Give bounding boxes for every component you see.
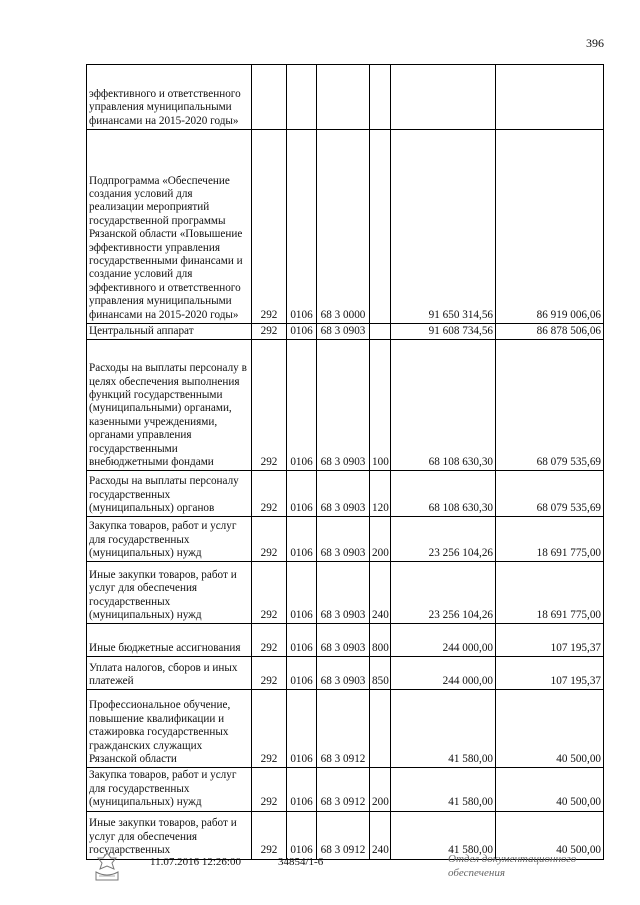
row-section: 0106	[287, 324, 317, 340]
row-target-article: 68 3 0903	[317, 657, 370, 690]
row-expense-type	[370, 324, 391, 340]
row-section: 0106	[287, 690, 317, 768]
row-section: 0106	[287, 130, 317, 324]
row-name: Центральный аппарат	[87, 324, 252, 340]
row-sum-executed: 18 691 775,00	[496, 517, 604, 562]
row-grbs: 292	[252, 324, 287, 340]
row-target-article: 68 3 0903	[317, 340, 370, 471]
budget-table	[86, 64, 604, 860]
table-row	[87, 340, 604, 471]
row-grbs: 292	[252, 130, 287, 324]
row-expense-type: 200	[370, 768, 391, 811]
row-sum-plan: 23 256 104,26	[391, 517, 496, 562]
emblem-icon	[90, 850, 124, 884]
row-expense-type: 800	[370, 624, 391, 657]
row-expense-type	[370, 690, 391, 768]
row-sum-executed	[496, 65, 604, 130]
row-name: Расходы на выплаты персоналу в целях обеспечения выполнения функций государственными (муниципальными) органами, казенными учреждениями, органами управления государственными внебюджетными фондами	[87, 340, 252, 471]
page-number: 396	[586, 36, 604, 50]
row-name: Профессиональное обучение, повышение квалификации и стажировка государственных гражданских служащих Рязанской области	[87, 690, 252, 768]
table-row	[87, 471, 604, 517]
row-sum-executed: 107 195,37	[496, 657, 604, 690]
row-sum-executed: 68 079 535,69	[496, 471, 604, 517]
budget-table-body	[87, 65, 604, 860]
row-target-article: 68 3 0912	[317, 811, 370, 859]
row-sum-plan: 41 580,00	[391, 768, 496, 811]
row-sum-plan: 41 580,00	[391, 811, 496, 859]
row-target-article: 68 3 0912	[317, 690, 370, 768]
row-name: Расходы на выплаты персоналу государственных (муниципальных) органов	[87, 471, 252, 517]
table-row	[87, 624, 604, 657]
row-grbs	[252, 65, 287, 130]
row-name: Закупка товаров, работ и услуг для государственных (муниципальных) нужд	[87, 768, 252, 811]
row-target-article: 68 3 0903	[317, 517, 370, 562]
row-target-article: 68 3 0903	[317, 624, 370, 657]
table-row	[87, 690, 604, 768]
row-sum-plan: 244 000,00	[391, 657, 496, 690]
row-sum-executed: 40 500,00	[496, 811, 604, 859]
row-name: Закупка товаров, работ и услуг для государственных (муниципальных) нужд	[87, 517, 252, 562]
row-grbs: 292	[252, 517, 287, 562]
row-grbs: 292	[252, 768, 287, 811]
row-sum-plan: 244 000,00	[391, 624, 496, 657]
row-expense-type: 240	[370, 811, 391, 859]
table-row	[87, 65, 604, 130]
row-expense-type: 850	[370, 657, 391, 690]
row-sum-plan	[391, 65, 496, 130]
table-row	[87, 657, 604, 690]
row-sum-executed: 40 500,00	[496, 690, 604, 768]
row-section	[287, 65, 317, 130]
row-grbs: 292	[252, 562, 287, 624]
row-sum-executed: 86 919 006,06	[496, 130, 604, 324]
row-sum-executed: 86 878 506,06	[496, 324, 604, 340]
row-grbs: 292	[252, 340, 287, 471]
row-name: эффективного и ответственного управления муниципальными финансами на 2015-2020 годы»	[87, 65, 252, 130]
row-expense-type: 100	[370, 340, 391, 471]
row-section: 0106	[287, 340, 317, 471]
table-row	[87, 130, 604, 324]
row-target-article: 68 3 0903	[317, 324, 370, 340]
row-expense-type: 240	[370, 562, 391, 624]
table-row	[87, 768, 604, 811]
row-expense-type: 200	[370, 517, 391, 562]
row-target-article: 68 3 0000	[317, 130, 370, 324]
row-section: 0106	[287, 471, 317, 517]
row-name: Уплата налогов, сборов и иных платежей	[87, 657, 252, 690]
row-section: 0106	[287, 768, 317, 811]
row-sum-executed: 40 500,00	[496, 768, 604, 811]
row-target-article: 68 3 0903	[317, 562, 370, 624]
row-sum-executed: 107 195,37	[496, 624, 604, 657]
row-grbs: 292	[252, 471, 287, 517]
row-sum-executed: 68 079 535,69	[496, 340, 604, 471]
row-grbs: 292	[252, 690, 287, 768]
row-section: 0106	[287, 562, 317, 624]
table-row	[87, 517, 604, 562]
row-section: 0106	[287, 517, 317, 562]
row-grbs: 292	[252, 624, 287, 657]
row-sum-executed: 18 691 775,00	[496, 562, 604, 624]
row-grbs: 292	[252, 811, 287, 859]
row-grbs: 292	[252, 657, 287, 690]
row-sum-plan: 41 580,00	[391, 690, 496, 768]
row-sum-plan: 91 650 314,56	[391, 130, 496, 324]
row-expense-type	[370, 130, 391, 324]
row-name: Подпрограмма «Обеспечение создания условий для реализации мероприятий государственной программы Рязанской области «Повышение эффективности управления государственными финансами и создание условий для эффективного и ответственного управления муниципальными финансами на 2015-2020 годы»	[87, 130, 252, 324]
footer-document-code: 34854/1-6	[278, 856, 324, 868]
footer-date: 11.07.2016 12:26:00	[150, 856, 241, 868]
footer-department-stamp: Отдел документационного обеспечения	[448, 853, 577, 879]
table-row	[87, 562, 604, 624]
row-expense-type	[370, 65, 391, 130]
row-name: Иные бюджетные ассигнования	[87, 624, 252, 657]
row-sum-plan: 68 108 630,30	[391, 340, 496, 471]
row-name: Иные закупки товаров, работ и услуг для обеспечения государственных	[87, 811, 252, 859]
row-sum-plan: 68 108 630,30	[391, 471, 496, 517]
row-sum-plan: 91 608 734,56	[391, 324, 496, 340]
row-expense-type: 120	[370, 471, 391, 517]
row-target-article: 68 3 0912	[317, 768, 370, 811]
row-sum-plan: 23 256 104,26	[391, 562, 496, 624]
row-name: Иные закупки товаров, работ и услуг для обеспечения государственных (муниципальных) нужд	[87, 562, 252, 624]
row-section: 0106	[287, 811, 317, 859]
table-row	[87, 324, 604, 340]
row-target-article	[317, 65, 370, 130]
row-section: 0106	[287, 657, 317, 690]
row-section: 0106	[287, 624, 317, 657]
row-target-article: 68 3 0903	[317, 471, 370, 517]
